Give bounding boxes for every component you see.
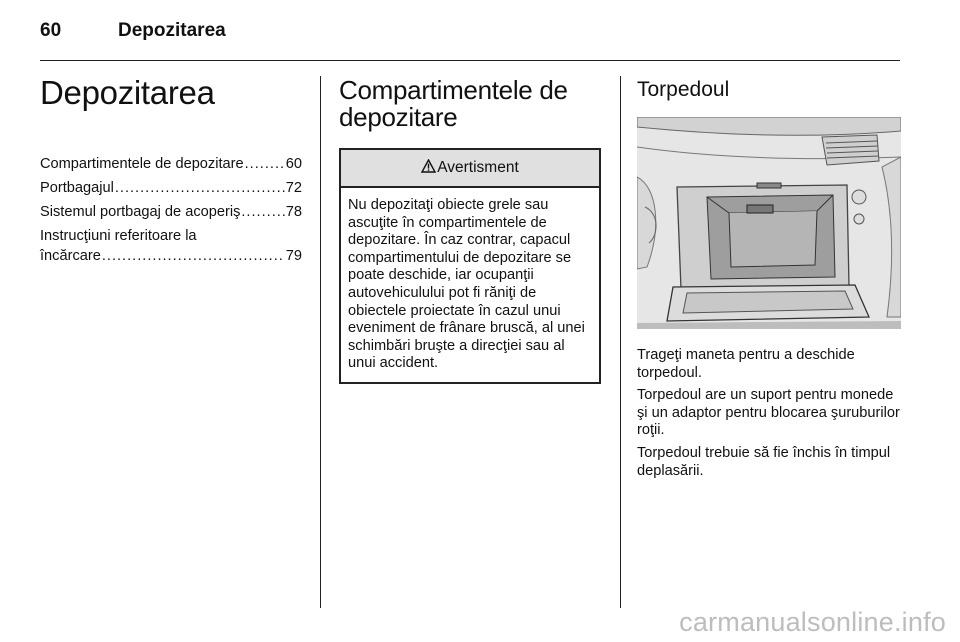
section-title: Compartimentele de depozitare (339, 75, 568, 132)
header-rule (40, 60, 900, 61)
table-of-contents (40, 154, 302, 266)
column-divider (620, 76, 621, 608)
warning-text: Nu depozitaţi obiecte grele sau ascuţite în compartimentele de depozitare. În caz contrar, capacul compartimentului de depozitare se poate deschide, iar ocupanţii autovehiculului pot fi răniţi de obiectele proiectate în cazul unui eveniment de frânare bruscă, al unei schimbări bruşte a direcţiei sau al unui accident. (348, 197, 585, 372)
watermark: carmanualsonline.info (679, 607, 946, 637)
column-divider (320, 76, 321, 608)
warning-box (339, 148, 601, 384)
chapter-column (40, 74, 302, 270)
warning-triangle-icon (421, 159, 436, 178)
toc-entry-text: Sistemul portbagaj de acoperiş (40, 204, 241, 220)
toc-entry[interactable] (40, 154, 302, 174)
page-header (40, 20, 920, 50)
chapter-title: Depozitarea (40, 74, 215, 111)
section-title: Torpedoul (637, 78, 730, 101)
paragraph: Trageţi maneta pentru a deschide torpedoul. (637, 347, 855, 381)
toc-entry[interactable] (40, 226, 302, 266)
glovebox-column (637, 77, 901, 485)
paragraph: Torpedoul trebuie să fie închis în timpul deplasării. (637, 444, 891, 479)
toc-leader (102, 246, 285, 266)
page-number: 60 (40, 20, 62, 41)
toc-leader (115, 178, 285, 198)
toc-entry-text: încărcare (40, 248, 101, 264)
toc-entry-page: 79 (285, 248, 302, 264)
glovebox-illustration (637, 117, 901, 329)
warning-heading: Avertisment (437, 159, 519, 176)
toc-entry[interactable] (40, 178, 302, 198)
storage-column (339, 77, 601, 384)
glovebox-drawing (637, 117, 901, 329)
toc-entry-page: 60 (285, 156, 302, 172)
paragraph: Torpedoul are un suport pentru monede şi un adaptor pentru blocarea şuruburilor roţii. (637, 387, 900, 439)
toc-entry-text-line1: Instrucţiuni referitoare la (40, 228, 197, 244)
toc-entry[interactable] (40, 202, 302, 222)
running-title: Depozitarea (118, 20, 226, 41)
toc-entry-text: Compartimentele de depozitare (40, 156, 244, 172)
toc-entry-page: 78 (285, 204, 302, 220)
toc-leader (241, 202, 284, 222)
warning-header (341, 150, 599, 188)
toc-leader (245, 154, 285, 174)
toc-entry-text: Portbagajul (40, 180, 114, 196)
toc-entry-page: 72 (285, 180, 302, 196)
